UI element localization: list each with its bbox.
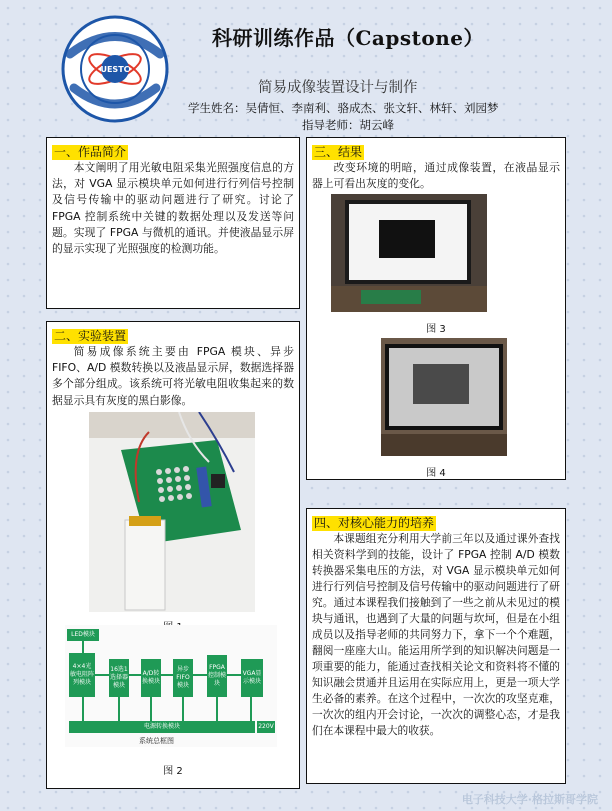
section-ability — [306, 508, 566, 784]
photoresistor-array-block: 4×4光敏电阻阵列模块 — [69, 653, 95, 697]
watermark: 电子科技大学·格拉斯哥学院 — [461, 793, 598, 806]
figure-3-caption: 图 3 — [426, 324, 446, 335]
section-intro — [46, 137, 300, 309]
student-names: 学生姓名：吴倩恒、李南利、骆成杰、张文轩、林轩、刘园梦 — [188, 101, 499, 115]
section-ability-heading: 四、对核心能力的培养 — [314, 516, 435, 530]
advisor-name: 指导老师：胡云峰 — [302, 118, 394, 132]
logo-text: UESTC — [100, 65, 130, 74]
vga-block: VGA显示模块 — [241, 659, 263, 697]
power-module-block: 电源转换模块 — [69, 721, 255, 733]
circuit-board-photo — [89, 412, 255, 612]
section-results-text: 改变环境的明暗，通过成像装置，在液晶显示器上可看出灰度的变化。 — [312, 161, 560, 191]
section-results — [306, 137, 566, 480]
fpga-block: FPGA控制模块 — [207, 655, 227, 697]
system-block-diagram — [65, 625, 277, 747]
monitor-photo-dark — [381, 338, 507, 456]
figure-4-caption: 图 4 — [426, 468, 446, 479]
university-logo — [60, 14, 170, 124]
section-ability-text: 本课题组充分利用大学前三年以及通过课外查找相关资料学到的技能，设计了 FPGA 控制 A/D 模数转换器采集电压的方法，对 VGA 显示模块单元如何进行行列信号控制及信号传输中的驱动问题进行了研究。通过本课程我们接触到了一些之前从未见过的模块与通讯，也遇到了大量的问题与坎坷，但是在小组成员以及指导老师的共同努力下，拿下一个个难题，翻阅一座座大山。能运用所学到的知识解决问题是一项重要的能力，能通过查找相关论文和资料将不懂的知识融会贯通并且运用在实际应用上，更是一项大学生必备的素养。在这个过程中，一次次的攻坚克难，一次次的组内开会讨论，一次次的调整心态，才是我们在本课程中最大的收获。 — [312, 532, 560, 737]
led-module-block: LED模块 — [67, 629, 99, 641]
section-setup-text: 简易成像系统主要由 FPGA 模块、异步 FIFO、A/D 模数转换以及液晶显示屏，数据选择器多个部分组成。该系统可将光敏电阻收集起来的数据显示具有灰度的黑白影像。 — [52, 345, 294, 407]
section-intro-text: 本文阐明了用光敏电阻采集光照强度信息的方法，对 VGA 显示模块单元如何进行行列信号控制及信号传输中的驱动问题进行了研究。讨论了 FPGA 控制系统中关键的数据处理以及发送等问题。实现了 FPGA 与微机的通讯。并使液晶显示屏的显示实现了光照强度的检测功能。 — [52, 161, 294, 256]
section-intro-heading: 一、作品简介 — [54, 145, 127, 159]
diagram-caption: 系统总框图 — [139, 737, 174, 745]
section-setup-heading: 二、实验装置 — [54, 329, 127, 343]
voltage-block: 220V — [257, 721, 275, 733]
figure-2-caption: 图 2 — [163, 766, 183, 777]
project-subtitle: 简易成像装置设计与制作 — [258, 80, 418, 96]
mux-block: 16选1选择器模块 — [109, 659, 129, 697]
monitor-photo-bright — [331, 194, 487, 312]
page-title: 科研训练作品（Capstone） — [212, 26, 484, 50]
section-results-heading: 三、结果 — [314, 145, 363, 159]
fifo-block: 异步FIFO模块 — [173, 659, 193, 697]
adc-block: A/D转换模块 — [141, 659, 161, 697]
